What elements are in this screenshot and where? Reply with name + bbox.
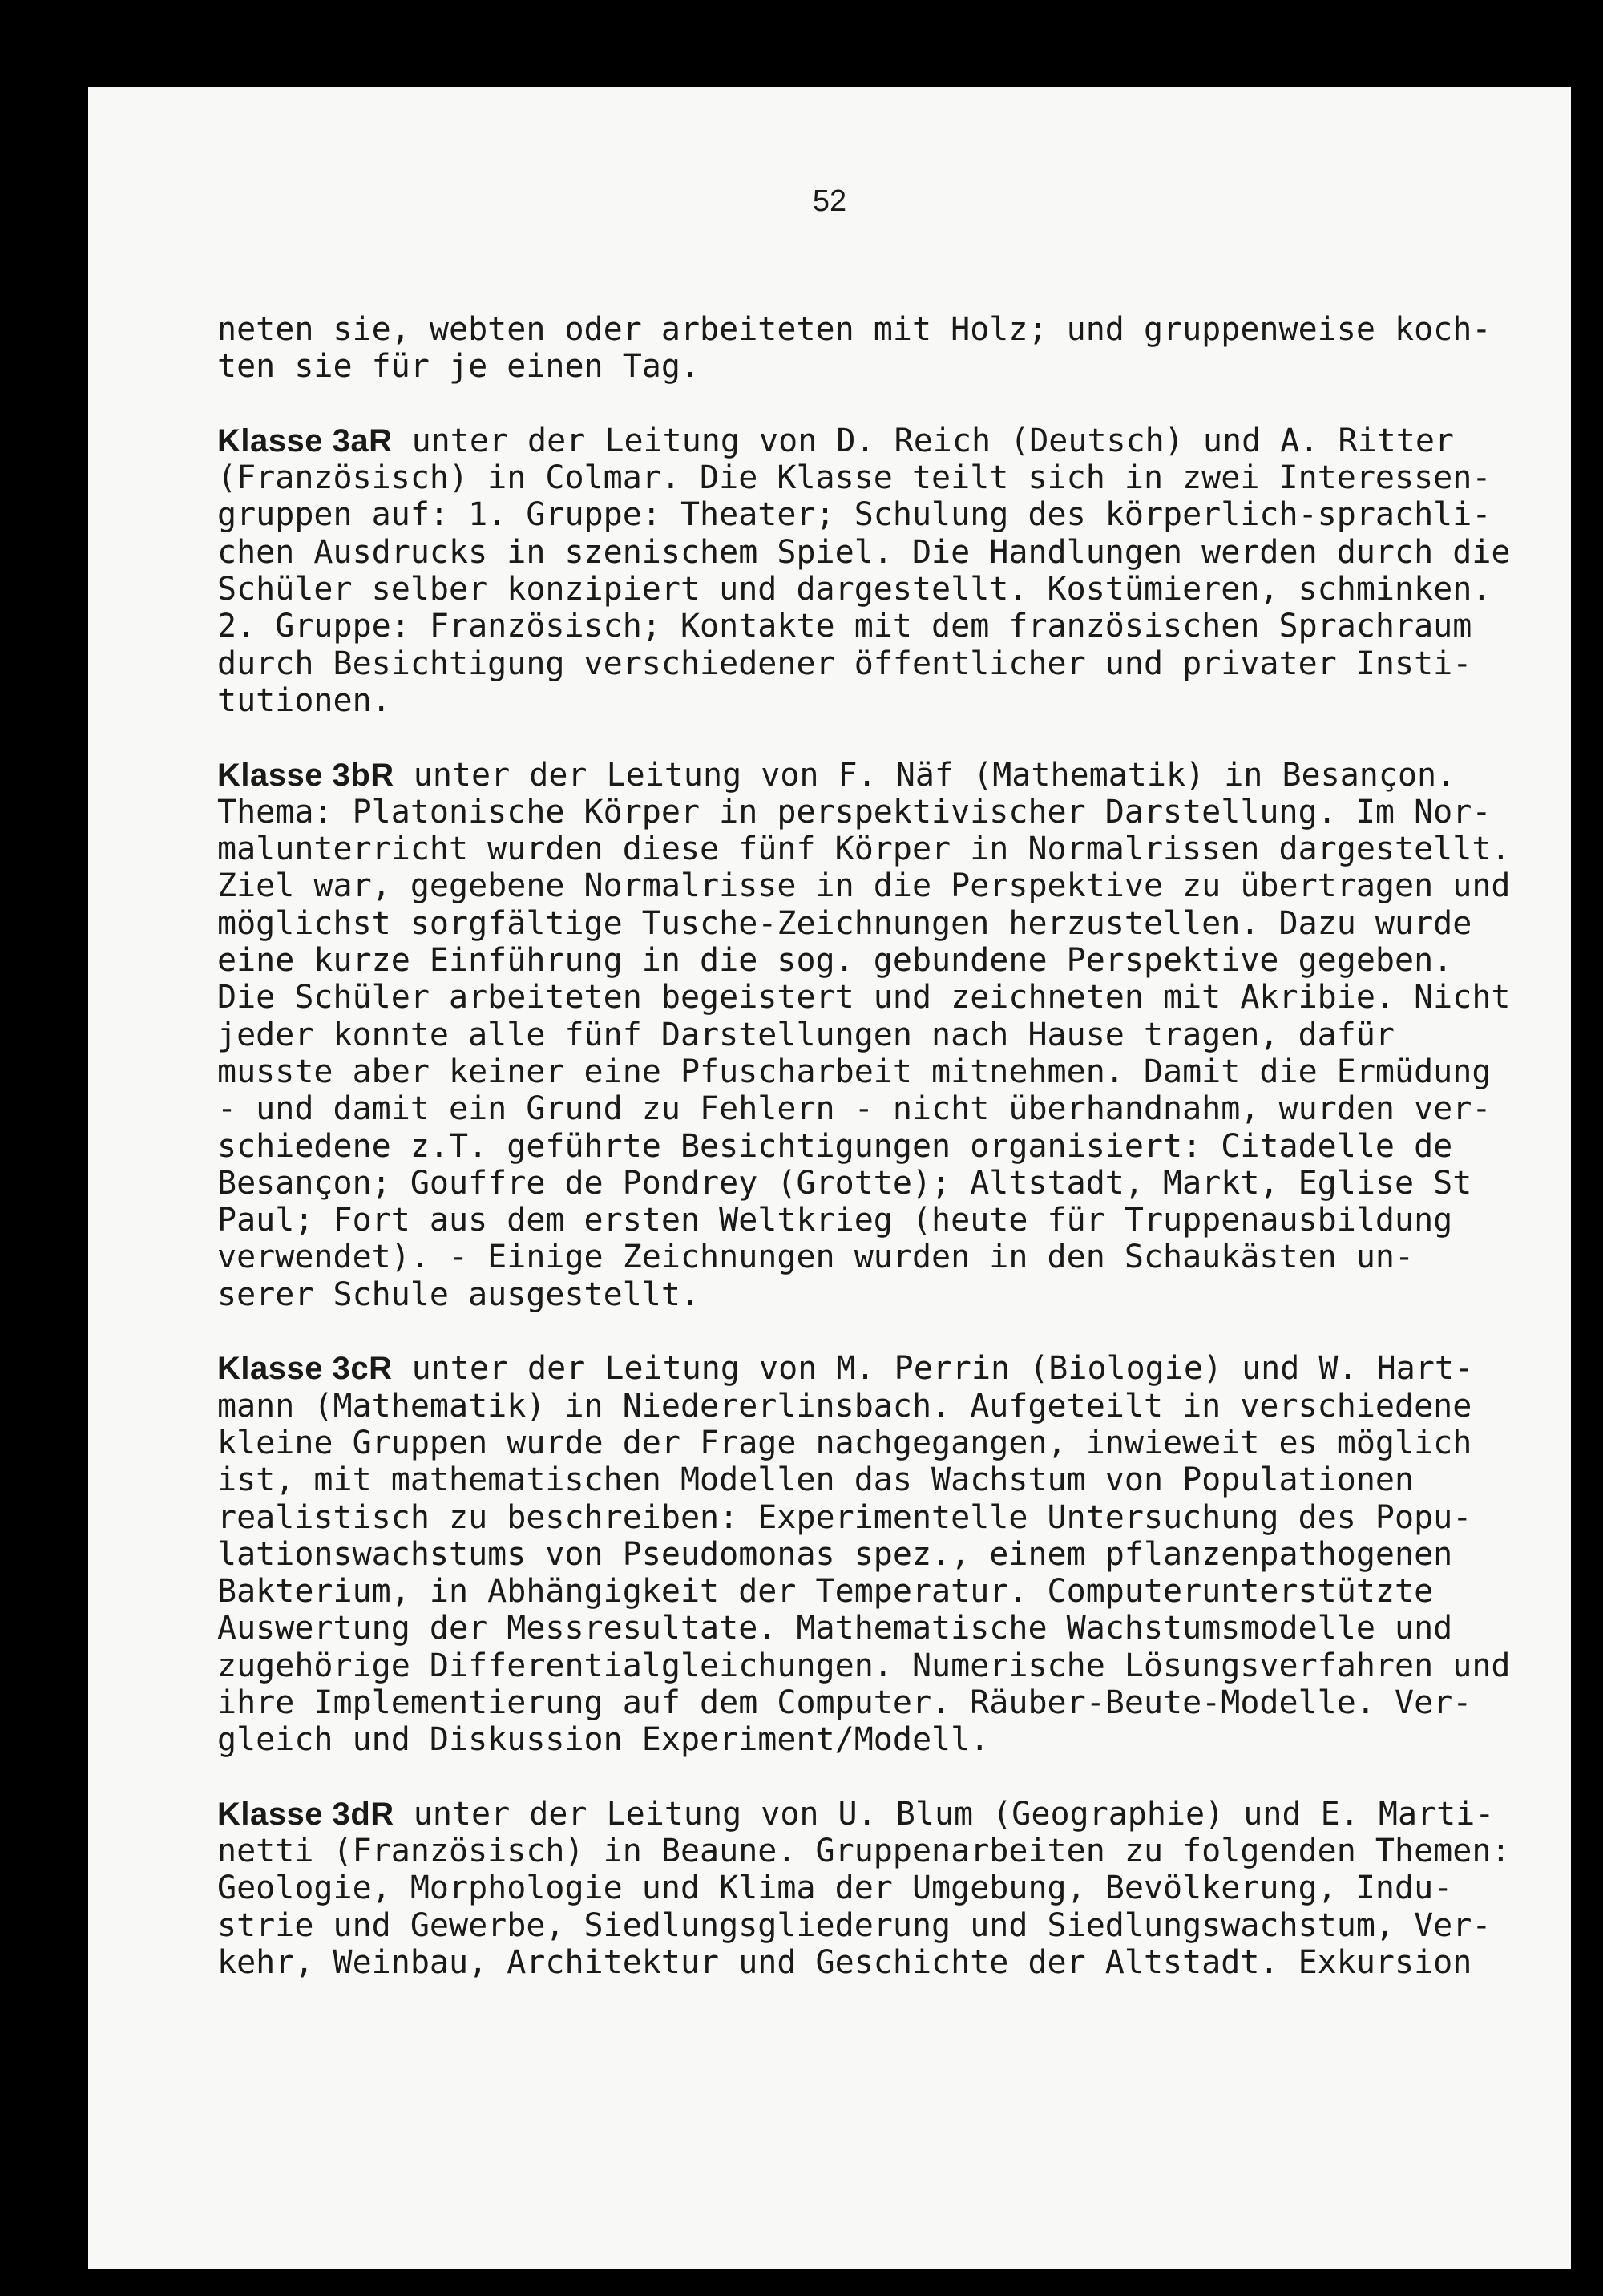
text-line-rest: unter der Leitung von F. Näf (Mathematik) in Besançon.: [394, 756, 1456, 794]
text-line: musste aber keiner eine Pfuscharbeit mitnehmen. Damit die Ermüdung: [217, 1053, 1492, 1090]
text-line: durch Besichtigung verschiedener öffentlicher und privater Insti-: [217, 645, 1472, 682]
text-line: [217, 1350, 1474, 1388]
text-line: - und damit ein Grund zu Fehlern - nicht überhandnahm, wurden ver-: [217, 1090, 1492, 1128]
text-line: strie und Gewerbe, Siedlungsgliederung und Siedlungswachstum, Ver-: [217, 1906, 1492, 1944]
text-line: malunterricht wurden diese fünf Körper in Normalrissen dargestellt.: [217, 831, 1511, 868]
document-page: [88, 87, 1571, 2269]
text-line: eine kurze Einführung in die sog. gebundene Perspektive gegeben.: [217, 942, 1453, 980]
page-number: 52: [812, 184, 847, 218]
text-line: ten sie für je einen Tag.: [217, 348, 701, 386]
text-line: [217, 422, 1454, 459]
class-label: Klasse 3cR: [217, 1351, 393, 1387]
text-line: Thema: Platonische Körper in perspektivischer Darstellung. Im Nor-: [217, 793, 1492, 831]
text-line: gleich und Diskussion Experiment/Modell.: [217, 1721, 990, 1759]
body-text: [217, 311, 1511, 2019]
paragraph-klasse-3bR: [217, 756, 1511, 1313]
text-line: Bakterium, in Abhängigkeit der Temperatur. Computerunterstützte: [217, 1573, 1434, 1611]
paragraph-klasse-3aR: [217, 422, 1511, 719]
paragraph-klasse-3dR: [217, 1795, 1511, 1982]
text-line-rest: unter der Leitung von D. Reich (Deutsch) und A. Ritter: [392, 422, 1454, 459]
text-line: serer Schule ausgestellt.: [217, 1275, 701, 1313]
text-line: möglichst sorgfältige Tusche-Zeichnungen herzustellen. Dazu wurde: [217, 904, 1472, 942]
text-line: [217, 1795, 1495, 1833]
text-line: Ziel war, gegebene Normalrisse in die Perspektive zu übertragen und: [217, 867, 1511, 905]
text-line: tutionen.: [217, 681, 391, 719]
text-line: Auswertung der Messresultate. Mathematische Wachstumsmodelle und: [217, 1610, 1453, 1647]
class-label: Klasse 3dR: [217, 1796, 394, 1832]
text-line: 2. Gruppe: Französisch; Kontakte mit dem französischen Sprachraum: [217, 608, 1472, 645]
text-line: verwendet). - Einige Zeichnungen wurden in den Schaukästen un-: [217, 1239, 1415, 1276]
text-line: zugehörige Differentialgleichungen. Numerische Lösungsverfahren und: [217, 1647, 1511, 1684]
text-line: Die Schüler arbeiteten begeistert und zeichneten mit Akribie. Nicht: [217, 979, 1511, 1017]
class-label: Klasse 3bR: [217, 757, 394, 793]
text-line: Geologie, Morphologie und Klima der Umgebung, Bevölkerung, Indu-: [217, 1870, 1453, 1907]
text-line: chen Ausdrucks in szenischem Spiel. Die Handlungen werden durch die: [217, 533, 1511, 571]
class-label: Klasse 3aR: [217, 422, 393, 459]
text-line: netti (Französisch) in Beaune. Gruppenarbeiten zu folgenden Themen:: [217, 1833, 1511, 1870]
text-line: kleine Gruppen wurde der Frage nachgegangen, inwieweit es möglich: [217, 1424, 1472, 1461]
text-line: realistisch zu beschreiben: Experimentelle Untersuchung des Popu-: [217, 1498, 1472, 1536]
text-line: ist, mit mathematischen Modellen das Wachstum von Populationen: [217, 1461, 1415, 1499]
paragraph-klasse-3cR: [217, 1350, 1511, 1759]
text-line: Schüler selber konzipiert und dargestellt. Kostümieren, schminken.: [217, 571, 1492, 608]
text-line: gruppen auf: 1. Gruppe: Theater; Schulung des körperlich-sprachli-: [217, 496, 1492, 534]
text-line-rest: unter der Leitung von M. Perrin (Biologie) und W. Hart-: [392, 1350, 1474, 1388]
text-line: Besançon; Gouffre de Pondrey (Grotte); Altstadt, Markt, Eglise St: [217, 1164, 1472, 1202]
text-line: jeder konnte alle fünf Darstellungen nach Hause tragen, dafür: [217, 1016, 1395, 1053]
text-line: neten sie, webten oder arbeiteten mit Holz; und gruppenweise koch-: [217, 311, 1492, 348]
text-line-rest: unter der Leitung von U. Blum (Geographie) und E. Marti-: [394, 1795, 1495, 1833]
text-line: kehr, Weinbau, Architektur und Geschichte der Altstadt. Exkursion: [217, 1944, 1472, 1982]
paragraph-intro-continuation: [217, 311, 1492, 386]
text-line: lationswachstums von Pseudomonas spez., einem pflanzenpathogenen: [217, 1535, 1453, 1573]
text-line: mann (Mathematik) in Niedererlinsbach. Aufgeteilt in verschiedene: [217, 1387, 1472, 1425]
text-line: ihre Implementierung auf dem Computer. Räuber-Beute-Modelle. Ver-: [217, 1684, 1472, 1721]
text-line: [217, 756, 1456, 794]
text-line: Paul; Fort aus dem ersten Weltkrieg (heute für Truppenausbildung: [217, 1202, 1453, 1239]
text-line: schiedene z.T. geführte Besichtigungen organisiert: Citadelle de: [217, 1127, 1453, 1165]
text-line: (Französisch) in Colmar. Die Klasse teilt sich in zwei Interessen-: [217, 459, 1492, 497]
